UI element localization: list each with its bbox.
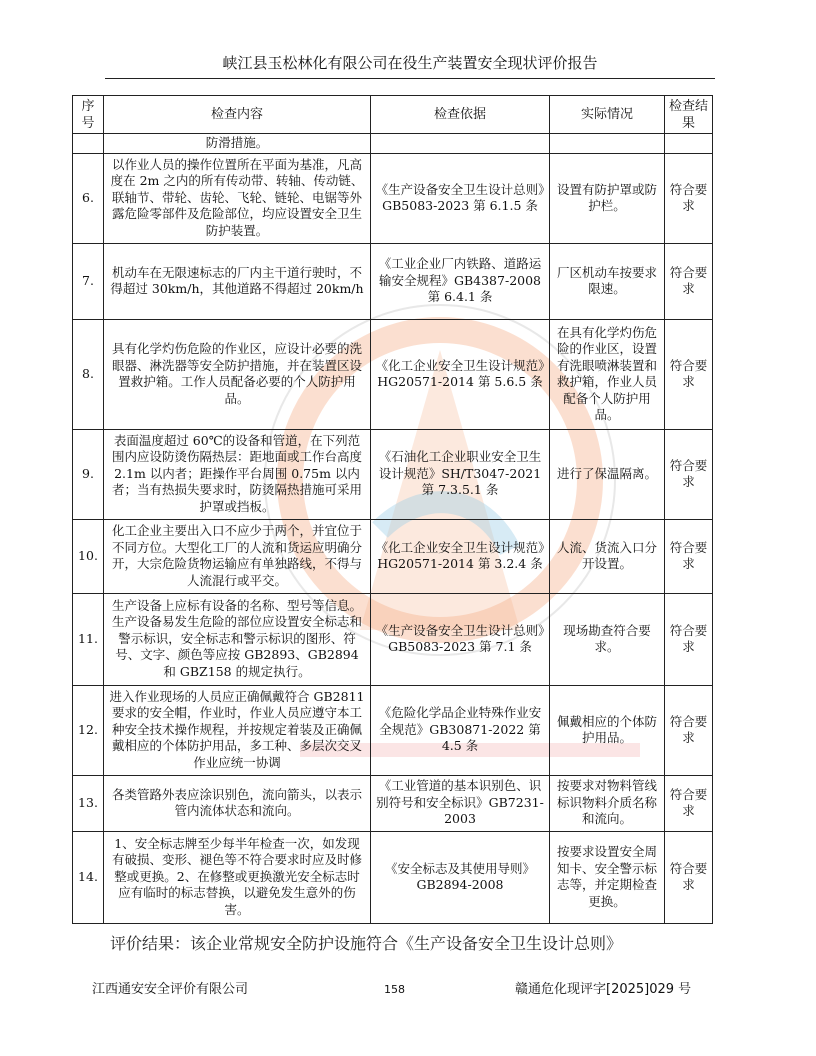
row-result: 符合要求 <box>665 519 713 593</box>
row-basis: 《安全标志及其使用导则》GB2894-2008 <box>371 831 550 923</box>
row-actual: 设置有防护罩或防护栏。 <box>550 153 665 243</box>
row-actual: 按要求设置安全周知卡、安全警示标志等，并定期检查更换。 <box>550 831 665 923</box>
column-header-content: 检查内容 <box>104 96 371 134</box>
row-number: 8. <box>73 319 104 429</box>
row-result: 符合要求 <box>665 243 713 319</box>
row-number: 7. <box>73 243 104 319</box>
row-result: 符合要求 <box>665 775 713 831</box>
row-number: 9. <box>73 429 104 519</box>
row-content: 1、安全标志牌至少每半年检查一次，如发现有破损、变形、褪色等不符合要求时应及时修整或更换。2、在修整或更换激光安全标志时应有临时的标志替换，以避免发生意外的伤害。 <box>104 831 371 923</box>
row-basis: 《石油化工企业职业安全卫生设计规范》SH/T3047-2021 第 7.3.5.1 条 <box>371 429 550 519</box>
continuation-text: 防滑措施。 <box>104 134 371 154</box>
row-number: 11. <box>73 593 104 685</box>
row-content: 机动车在无限速标志的厂内主干道行驶时，不得超过 30km/h，其他道路不得超过 20km/h <box>104 243 371 319</box>
column-header-result: 检查结果 <box>665 96 713 134</box>
row-basis: 《工业企业厂内铁路、道路运输安全规程》GB4387-2008 第 6.4.1 条 <box>371 243 550 319</box>
row-basis: 《生产设备安全卫生设计总则》GB5083-2023 第 6.1.5 条 <box>371 153 550 243</box>
row-content: 各类管路外表应涂识别色，流向箭头，以表示管内流体状态和流向。 <box>104 775 371 831</box>
column-header-no: 序号 <box>73 96 104 134</box>
table-header-row <box>73 96 713 134</box>
row-actual: 进行了保温隔离。 <box>550 429 665 519</box>
table-row <box>73 775 713 831</box>
row-result: 符合要求 <box>665 831 713 923</box>
row-content: 化工企业主要出入口不应少于两个，并宜位于不同方位。大型化工厂的人流和货运应明确分开，大宗危险货物运输应有单独路线，不得与人流混行或平交。 <box>104 519 371 593</box>
row-actual: 佩戴相应的个体防护用品。 <box>550 685 665 775</box>
continuation-row <box>73 134 713 154</box>
footer-document-number: 赣通危化现评字[2025]029 号 <box>515 982 692 997</box>
row-actual: 人流、货流入口分开设置。 <box>550 519 665 593</box>
table-row <box>73 243 713 319</box>
row-content: 生产设备上应标有设备的名称、型号等信息。生产设备易发生危险的部位应设置安全标志和警示标识，安全标志和警示标识的图形、符号、文字、颜色等应按 GB2893、GB2894 和 GBZ158 的规定执行。 <box>104 593 371 685</box>
row-content: 以作业人员的操作位置所在平面为基准，凡高度在 2m 之内的所有传动带、转轴、传动链、联轴节、带轮、齿轮、飞轮、链轮、电锯等外露危险零部件及危险部位，均应设置安全卫生防护装置。 <box>104 153 371 243</box>
row-result: 符合要求 <box>665 319 713 429</box>
table-row <box>73 153 713 243</box>
row-number: 10. <box>73 519 104 593</box>
table-row <box>73 593 713 685</box>
table-row <box>73 831 713 923</box>
column-header-basis: 检查依据 <box>371 96 550 134</box>
row-basis: 《生产设备安全卫生设计总则》GB5083-2023 第 7.1 条 <box>371 593 550 685</box>
page-number: 158 <box>384 983 405 996</box>
table-row <box>73 685 713 775</box>
row-result: 符合要求 <box>665 593 713 685</box>
row-actual: 厂区机动车按要求限速。 <box>550 243 665 319</box>
row-actual: 现场勘查符合要求。 <box>550 593 665 685</box>
row-result: 符合要求 <box>665 153 713 243</box>
row-number: 12. <box>73 685 104 775</box>
row-content: 进入作业现场的人员应正确佩戴符合 GB2811 要求的安全帽，作业时，作业人员应遵守本工种安全技术操作规程，并按规定着装及正确佩戴相应的个体防护用品，多工种、多层次交叉作业应统一协调 <box>104 685 371 775</box>
header-divider <box>105 78 715 79</box>
table-row <box>73 519 713 593</box>
row-content: 具有化学灼伤危险的作业区，应设计必要的洗眼器、淋洗器等安全防护措施，并在装置区设置救护箱。工作人员配备必要的个人防护用品。 <box>104 319 371 429</box>
row-basis: 《化工企业安全卫生设计规范》HG20571-2014 第 3.2.4 条 <box>371 519 550 593</box>
row-content: 表面温度超过 60℃的设备和管道，在下列范围内应设防烫伤隔热层：距地面或工作台高度 2.1m 以内者；距操作平台周围 0.75m 以内者；当有热损失要求时，防烫隔热措施可采用护罩或挡板。 <box>104 429 371 519</box>
row-basis: 《化工企业安全卫生设计规范》HG20571-2014 第 5.6.5 条 <box>371 319 550 429</box>
row-basis: 《工业管道的基本识别色、识别符号和安全标识》GB7231-2003 <box>371 775 550 831</box>
row-basis: 《危险化学品企业特殊作业安全规范》GB30871-2022 第 4.5 条 <box>371 685 550 775</box>
inspection-table <box>72 95 713 924</box>
table-row <box>73 429 713 519</box>
row-number: 14. <box>73 831 104 923</box>
row-actual: 在具有化学灼伤危险的作业区，设置有洗眼喷淋装置和救护箱，作业人员配备个人防护用品。 <box>550 319 665 429</box>
page-header-title: 峡江县玉松林化有限公司在役生产装置安全现状评价报告 <box>222 54 598 72</box>
column-header-actual: 实际情况 <box>550 96 665 134</box>
row-number: 6. <box>73 153 104 243</box>
evaluation-conclusion: 评价结果：该企业常规安全防护设施符合《生产设备安全卫生设计总则》 <box>110 934 623 953</box>
row-actual: 按要求对物料管线标识物料介质名称和流向。 <box>550 775 665 831</box>
row-number: 13. <box>73 775 104 831</box>
footer-company: 江西通安安全评价有限公司 <box>92 982 249 997</box>
row-result: 符合要求 <box>665 429 713 519</box>
row-result: 符合要求 <box>665 685 713 775</box>
table-row <box>73 319 713 429</box>
